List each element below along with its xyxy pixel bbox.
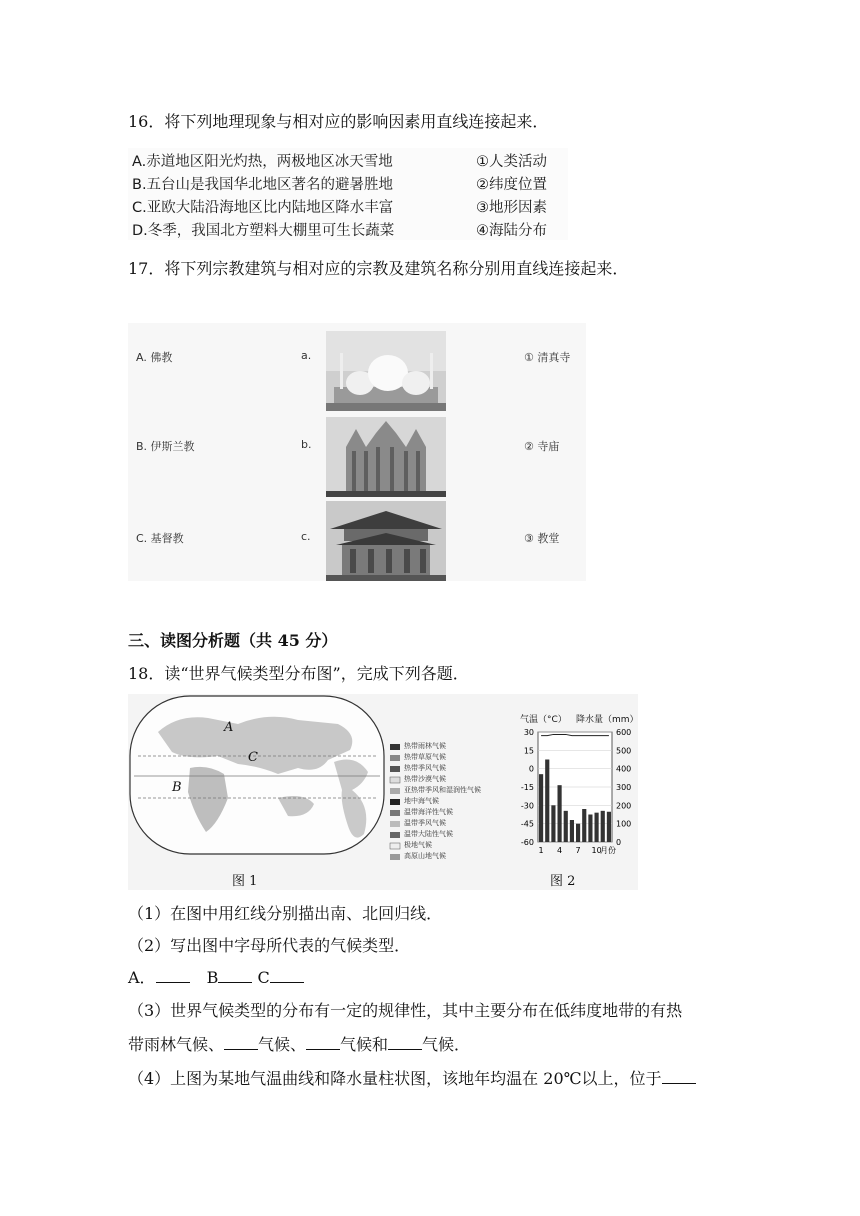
question-18-stem: 18．读“世界气候类型分布图”，完成下列各题． — [128, 664, 469, 683]
sub4-text: （4）上图为某地气温曲线和降水量柱状图，该地年均温在 20℃以上，位于 — [128, 1069, 662, 1088]
temp-tick: 30 — [523, 728, 534, 737]
x-tick: 1 — [538, 846, 544, 855]
climate-figure — [128, 694, 638, 890]
legend-label: 热带雨林气候 — [404, 742, 446, 750]
sub3-text-d: 气候． — [422, 1035, 471, 1054]
temp-tick: 15 — [523, 746, 534, 756]
blank-b[interactable] — [218, 968, 252, 983]
map-label-b: B — [172, 780, 182, 795]
temp-tick: -15 — [520, 783, 534, 792]
precip-bar — [576, 824, 580, 842]
precip-bar — [601, 811, 605, 842]
legend-label: 地中海气候 — [404, 797, 439, 805]
item-c: C.亚欧大陆沿海地区比内陆地区降水丰富 — [132, 200, 394, 216]
precip-tick: 500 — [616, 746, 632, 756]
item-a: A.赤道地区阳光灼热，两极地区冰天雪地 — [132, 154, 393, 170]
legend-label: 亚热带季风和湿润性气候 — [404, 786, 481, 794]
cathedral-photo — [326, 417, 446, 497]
sub-question-3: （3）世界气候类型的分布有一定的规律性，其中主要分布在低纬度地带的有热 — [128, 1001, 683, 1020]
precip-bar — [545, 760, 549, 843]
precip-tick: 300 — [616, 783, 632, 792]
precip-tick: 0 — [616, 838, 622, 847]
precip-bar — [582, 809, 586, 842]
matching-table-16 — [128, 148, 568, 240]
precip-tick: 100 — [616, 819, 632, 829]
legend-label: 温带季风气候 — [404, 819, 446, 827]
sub3-text-c: 气候和 — [340, 1035, 389, 1054]
x-tick: 4 — [557, 846, 563, 855]
factor-4: ④海陆分布 — [476, 223, 547, 239]
temp-tick: 0 — [528, 764, 534, 774]
name-3: ③ 教堂 — [524, 532, 560, 545]
legend-label: 热带草原气候 — [404, 753, 446, 761]
religion-a: A. 佛教 — [136, 351, 173, 364]
precip-axis-title: 降水量（mm） — [576, 715, 639, 725]
blank-location[interactable] — [662, 1069, 696, 1084]
precip-bar — [607, 812, 611, 842]
factor-1: ①人类活动 — [476, 154, 547, 170]
factor-3: ③地形因素 — [476, 200, 547, 216]
legend-label: 热带沙漠气候 — [404, 775, 446, 783]
temp-tick: -30 — [520, 801, 534, 811]
question-16-stem: 16．将下列地理现象与相对应的影响因素用直线连接起来． — [128, 112, 549, 131]
precip-bar — [551, 805, 555, 842]
legend-label: 极地气候 — [404, 841, 432, 849]
precip-bar — [595, 813, 599, 842]
x-tick: 7 — [575, 846, 581, 855]
letter-c: c. — [301, 530, 311, 543]
temp-tick: -45 — [520, 819, 534, 829]
legend-label: 温带海洋性气候 — [404, 808, 453, 816]
religion-c: C. 基督教 — [136, 532, 184, 545]
precip-bar — [564, 811, 568, 842]
section-3-heading: 三、读图分析题（共 45 分） — [128, 631, 338, 650]
climate-chart — [521, 728, 631, 855]
blank-climate-1[interactable] — [224, 1035, 258, 1050]
answer-c-label: C — [257, 968, 270, 987]
item-d: D.冬季，我国北方塑料大棚里可生长蔬菜 — [132, 223, 395, 239]
sub-question-2: （2）写出图中字母所代表的气候类型． — [128, 936, 411, 955]
sub-question-2-answers — [128, 968, 304, 988]
x-tick: 月份 — [600, 846, 616, 855]
precip-bar — [570, 820, 574, 842]
answer-a-label: A． — [128, 968, 156, 987]
sub-question-4 — [128, 1069, 696, 1089]
letter-b: b. — [301, 438, 312, 451]
fig2-caption: 图 2 — [550, 874, 576, 889]
precip-tick: 400 — [616, 764, 632, 774]
temp-axis-title: 气温（°C） — [520, 715, 567, 725]
mosque-photo — [326, 331, 446, 411]
temp-tick: -60 — [520, 838, 534, 847]
name-1: ① 清真寺 — [524, 351, 571, 364]
precip-tick: 200 — [616, 801, 632, 811]
map-label-c: C — [248, 750, 258, 765]
precip-bar — [539, 774, 543, 842]
precip-bar — [558, 785, 562, 842]
precip-tick: 600 — [616, 728, 632, 737]
temple-photo — [326, 501, 446, 581]
map-label-a: A — [224, 720, 234, 735]
letter-a: a. — [301, 349, 312, 362]
religion-b: B. 伊斯兰教 — [136, 440, 195, 453]
sub3-text-b: 气候、 — [258, 1035, 307, 1054]
legend-label: 高原山地气候 — [404, 852, 446, 860]
blank-climate-2[interactable] — [306, 1035, 340, 1050]
item-b: B.五台山是我国华北地区著名的避暑胜地 — [132, 177, 394, 193]
legend-label: 热带季风气候 — [404, 764, 446, 772]
sub3-text-a: 带雨林气候、 — [128, 1035, 225, 1054]
sub-question-3-line2 — [128, 1035, 470, 1055]
factor-2: ②纬度位置 — [476, 177, 547, 193]
blank-a[interactable] — [156, 968, 190, 983]
blank-c[interactable] — [270, 968, 304, 983]
legend-label: 温带大陆性气候 — [404, 830, 453, 838]
answer-b-label: B — [206, 968, 219, 987]
fig1-caption: 图 1 — [232, 874, 258, 889]
name-2: ② 寺庙 — [524, 440, 560, 453]
question-17-stem: 17．将下列宗教建筑与相对应的宗教及建筑名称分别用直线连接起来． — [128, 259, 629, 278]
sub-question-1: （1）在图中用红线分别描出南、北回归线． — [128, 904, 443, 923]
blank-climate-3[interactable] — [388, 1035, 422, 1050]
precip-bar — [588, 815, 592, 843]
x-tick: 10 — [591, 846, 602, 855]
religion-figure — [128, 323, 586, 581]
legend — [390, 744, 400, 860]
world-map — [130, 696, 384, 854]
legend-labels — [404, 741, 481, 862]
